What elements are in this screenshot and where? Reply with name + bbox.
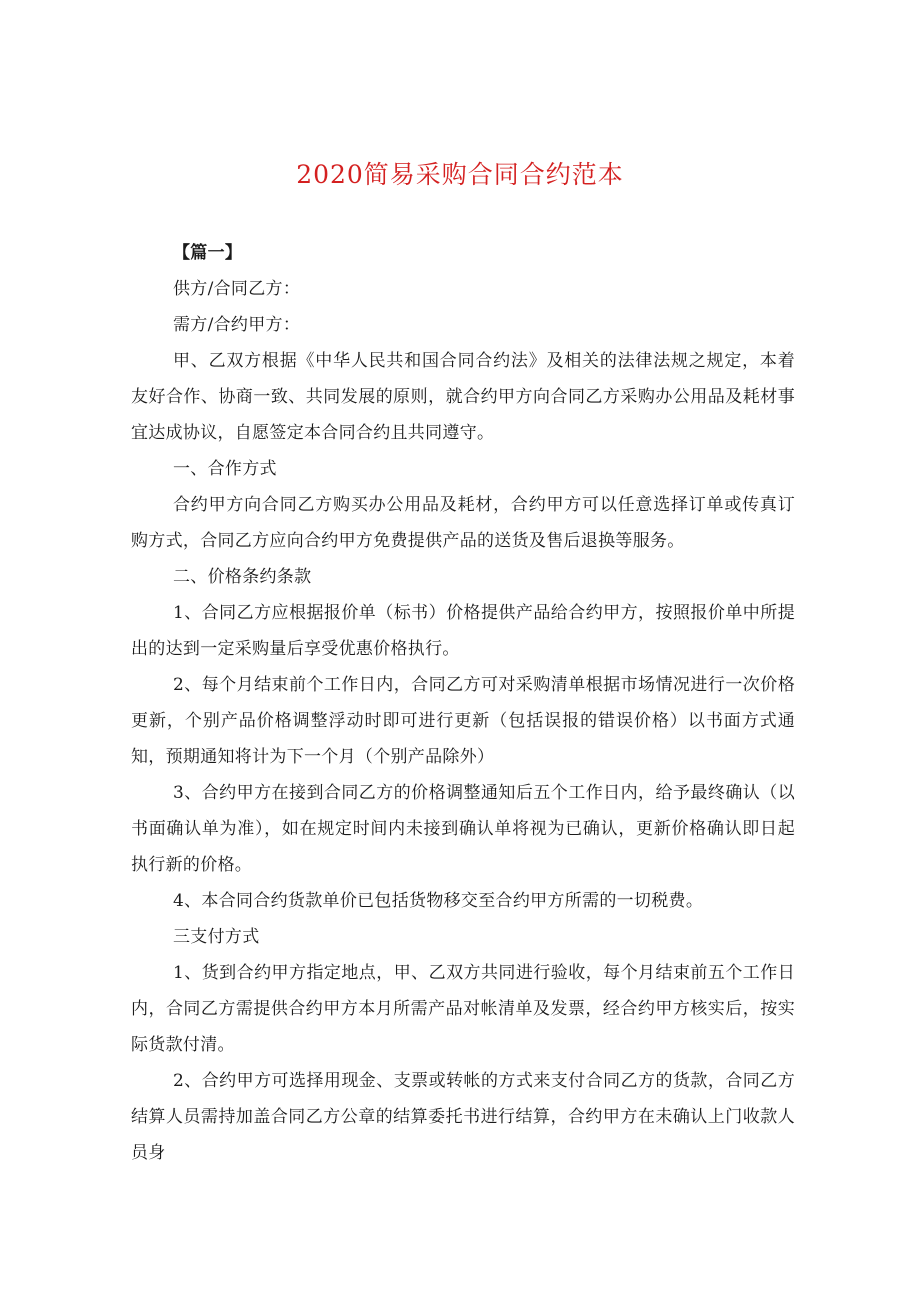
paragraph-price-1: 1、合同乙方应根据报价单（标书）价格提供产品给合约甲方，按照报价单中所提出的达到一定采购量后享受优惠价格执行。 xyxy=(131,603,795,659)
paragraph-payment-1: 1、货到合约甲方指定地点，甲、乙双方共同进行验收，每个月结束前五个工作日内，合同乙方需提供合约甲方本月所需产品对帐清单及发票，经合约甲方核实后，按实际货款付清。 xyxy=(131,963,795,1055)
paragraph-buyer: 需方/合约甲方： xyxy=(173,315,301,335)
document-title: 2020简易采购合同合约范本 xyxy=(296,160,624,189)
paragraph-preamble: 甲、乙双方根据《中华人民共和国合同合约法》及相关的法律法规之规定，本着友好合作、协商一致、共同发展的原则，就合约甲方向合同乙方采购办公用品及耗材事宜达成协议，自愿签定本合同合约且共同遵守。 xyxy=(131,351,795,443)
heading-price: 二、价格条约条款 xyxy=(173,567,312,587)
heading-payment: 三支付方式 xyxy=(173,927,260,947)
paragraph-price-3: 3、合约甲方在接到合同乙方的价格调整通知后五个工作日内，给予最终确认（以书面确认单为准），如在规定时间内未接到确认单将视为已确认，更新价格确认即日起执行新的价格。 xyxy=(131,783,795,875)
paragraph-cooperation: 合约甲方向合同乙方购买办公用品及耗材，合约甲方可以任意选择订单或传真订购方式，合同乙方应向合约甲方免费提供产品的送货及售后退换等服务。 xyxy=(131,495,795,551)
paragraph-supplier: 供方/合同乙方： xyxy=(173,279,301,299)
section-label: 【篇一】 xyxy=(173,243,243,263)
paragraph-payment-2: 2、合约甲方可选择用现金、支票或转帐的方式来支付合同乙方的货款，合同乙方结算人员需持加盖合同乙方公章的结算委托书进行结算，合约甲方在未确认上门收款人员身 xyxy=(131,1071,795,1163)
paragraph-price-4: 4、本合同合约货款单价已包括货物移交至合约甲方所需的一切税费。 xyxy=(173,891,704,911)
heading-cooperation: 一、合作方式 xyxy=(173,459,277,479)
paragraph-price-2: 2、每个月结束前个工作日内，合同乙方可对采购清单根据市场情况进行一次价格更新，个别产品价格调整浮动时即可进行更新（包括误报的错误价格）以书面方式通知，预期通知将计为下一个月（个别产品除外） xyxy=(131,675,795,767)
document-body xyxy=(131,235,795,1171)
